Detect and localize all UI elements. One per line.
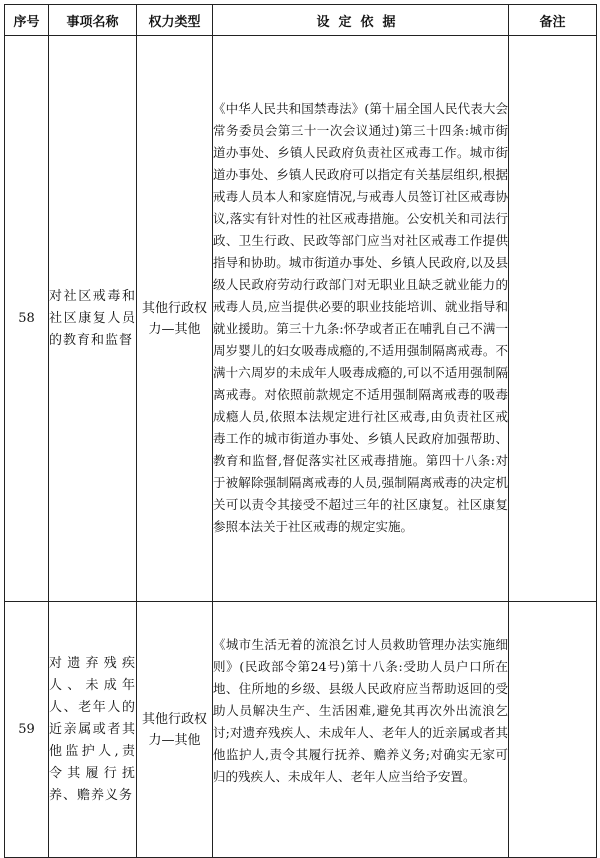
header-power-type: 权力类型 (137, 5, 213, 36)
row-legal-basis-cell (213, 602, 509, 858)
row-item-name: 对遗弃残疾人、未成年人、老年人的近亲属或者其他监护人,责令其履行抚养、赡养义务 (49, 602, 137, 858)
table-row (5, 602, 597, 858)
row-item-name: 对社区戒毒和社区康复人员的教育和监督 (49, 36, 137, 602)
row-power-type: 其他行政权力—其他 (137, 602, 213, 858)
document-table (4, 4, 597, 858)
row-power-type: 其他行政权力—其他 (137, 36, 213, 602)
row-seq: 58 (5, 36, 49, 602)
row-remarks (509, 36, 597, 602)
row-seq: 59 (5, 602, 49, 858)
header-seq: 序号 (5, 5, 49, 36)
header-remarks: 备注 (509, 5, 597, 36)
row-legal-basis-cell (213, 36, 509, 602)
table-header-row (5, 5, 597, 36)
row-legal-basis: 《中华人民共和国禁毒法》(第十届全国人民代表大会常务委员会第三十一次会议通过)第三十四条:城市街道办事处、乡镇人民政府负责社区戒毒工作。城市街道办事处、乡镇人民政府可以指定有关基层组织,根据戒毒人员本人和家庭情况,与戒毒人员签订社区戒毒协议,落实有针对性的社区戒毒措施。公安机关和司法行政、卫生行政、民政等部门应当对社区戒毒工作提供指导和协助。城市街道办事处、乡镇人民政府,以及县级人民政府劳动行政部门对无职业且缺乏就业能力的戒毒人员,应当提供必要的职业技能培训、就业指导和就业援助。第三十九条:怀孕或者正在哺乳自己不满一周岁婴儿的妇女吸毒成瘾的,不适用强制隔离戒毒。不满十六周岁的未成年人吸毒成瘾的,可以不适用强制隔离戒毒。对依照前款规定不适用强制隔离戒毒的吸毒成瘾人员,依照本法规定进行社区戒毒,由负责社区戒毒工作的城市街道办事处、乡镇人民政府加强帮助、教育和监督,督促落实社区戒毒措施。第四十八条:对于被解除强制隔离戒毒的人员,强制隔离戒毒的决定机关可以责令其接受不超过三年的社区康复。社区康复参照本法关于社区戒毒的规定实施。 (213, 101, 508, 534)
table-row (5, 36, 597, 602)
header-legal-basis: 设定依据 (213, 5, 509, 36)
row-remarks (509, 602, 597, 858)
header-item-name: 事项名称 (49, 5, 137, 36)
row-legal-basis: 《城市生活无着的流浪乞讨人员救助管理办法实施细则》(民政部令第24号)第十八条:受助人员户口所在地、住所地的乡级、县级人民政府应当帮助返回的受助人员解决生产、生活困难,避免其再次外出流浪乞讨;对遗弃残疾人、未成年人、老年人的近亲属或者其他监护人,责令其履行抚养、赡养义务;对确实无家可归的残疾人、未成年人、老年人应当给予安置。 (213, 637, 508, 784)
